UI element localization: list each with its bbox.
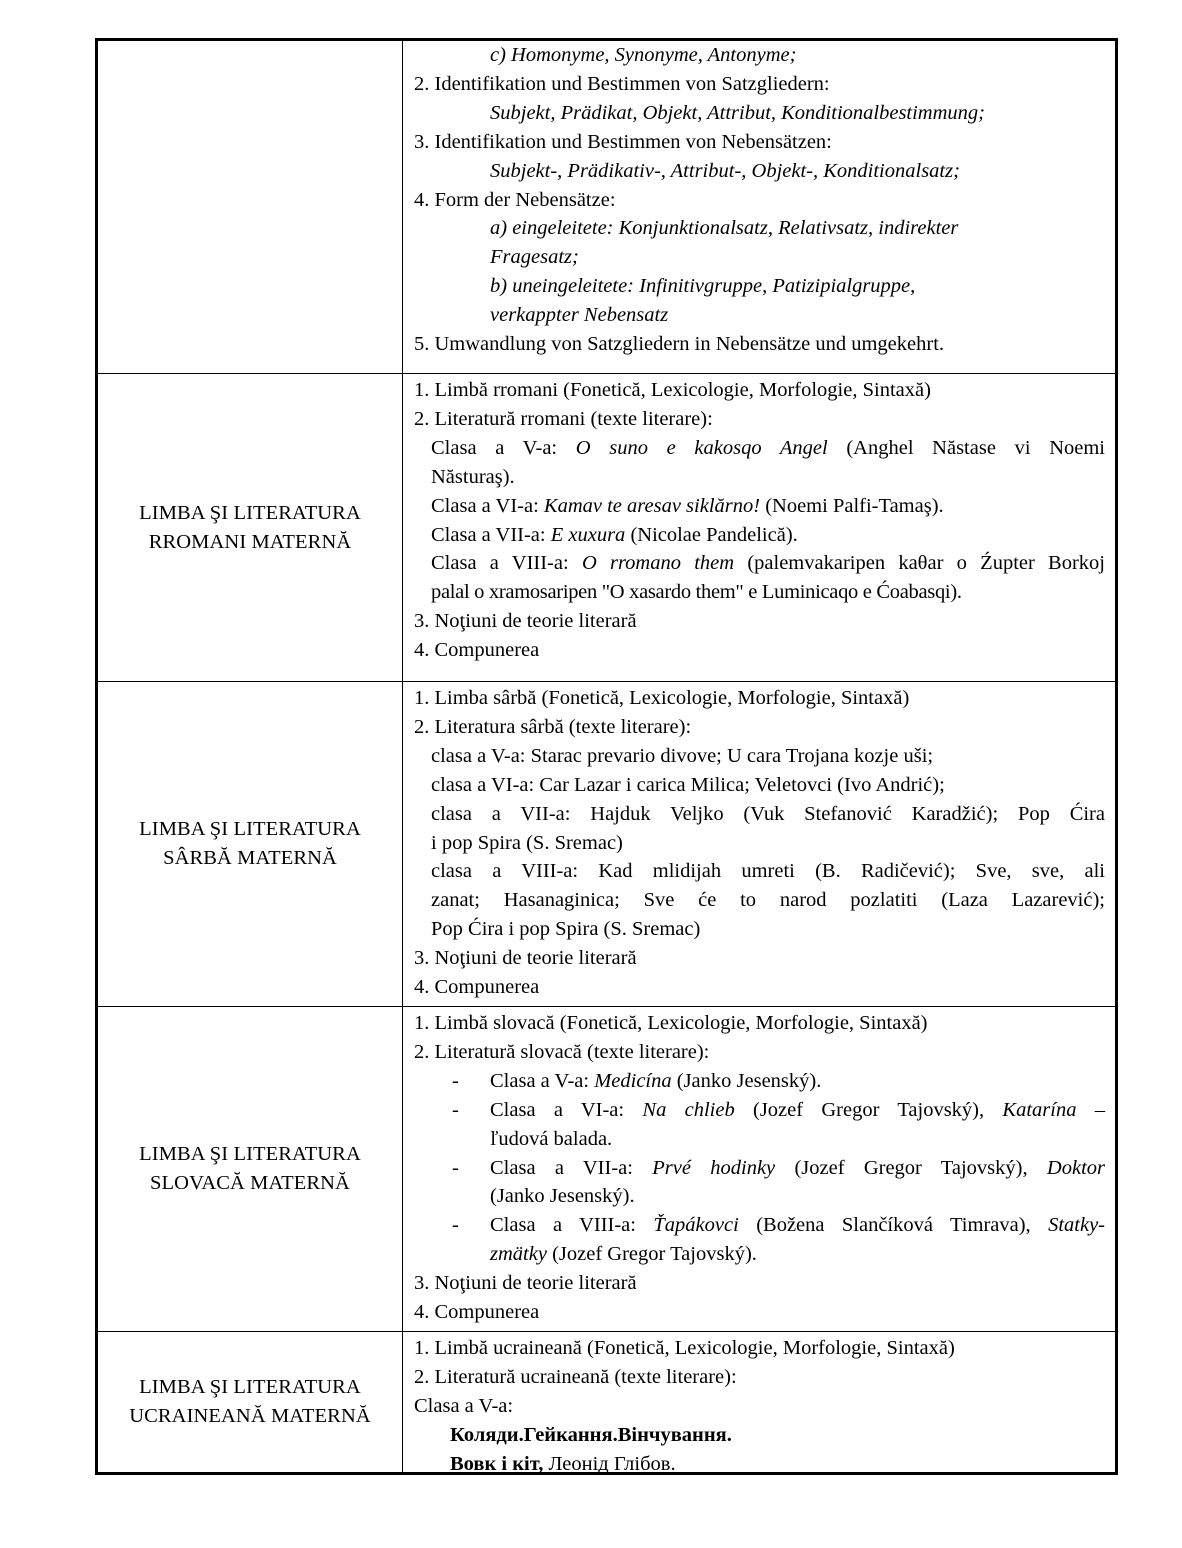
content-line: Clasa a VI-a: Kamav te aresav siklărno! (Noemi Palfi-Tamaş). bbox=[431, 494, 944, 517]
content-line: 5. Umwandlung von Satzgliedern in Nebensätze und umgekehrt. bbox=[414, 333, 945, 356]
dash-bullet: - bbox=[452, 1069, 459, 1092]
subject-title-line: UCRAINEANĂ MATERNĂ bbox=[129, 1405, 371, 1427]
content-line: clasa a VIII-a: Kad mlidijah umreti (B. Radičević); Sve, sve, ali bbox=[431, 860, 1105, 883]
subject-title-line: LIMBA ŞI LITERATURA bbox=[139, 818, 361, 840]
content-line: Clasa a V-a: O suno e kakosqo Angel (Anghel Năstase vi Noemi bbox=[431, 436, 1105, 459]
subject-cell-ucraineana bbox=[98, 1332, 403, 1472]
table-row-ucraineana bbox=[98, 1331, 1115, 1475]
content-line: 2. Identifikation und Bestimmen von Satzgliedern: bbox=[414, 72, 830, 95]
content-line: Clasa a V-a: bbox=[414, 1394, 514, 1417]
list-item bbox=[414, 1154, 1105, 1183]
content-line: 4. Compunerea bbox=[414, 1301, 540, 1324]
content-line: 2. Literatură ucraineană (texte literare): bbox=[414, 1365, 737, 1388]
content-cell-ucraineana bbox=[403, 1332, 1115, 1475]
subject-title-line: LIMBA ŞI LITERATURA bbox=[139, 1143, 361, 1165]
content-line: i pop Spira (S. Sremac) bbox=[431, 831, 623, 854]
content-line: 1. Limbă slovacă (Fonetică, Lexicologie, Morfologie, Sintaxă) bbox=[414, 1012, 928, 1034]
content-line: Clasa a VIII-a: Ťapákovci (Božena Slančíková Timrava), Statky- bbox=[490, 1214, 1106, 1237]
dash-bullet: - bbox=[452, 1214, 459, 1237]
table-row-sarba bbox=[98, 681, 1115, 1006]
content-line: clasa a VII-a: Hajduk Veljko (Vuk Stefanović Karadžić); Pop Ćira bbox=[431, 802, 1105, 825]
content-line: c) Homonyme, Synonyme, Antonyme; bbox=[490, 44, 797, 66]
content-line: zanat; Hasanaginica; Sve će to narod pozlatiti (Laza Lazarević); bbox=[431, 889, 1105, 912]
table-row-slovaca bbox=[98, 1006, 1115, 1331]
content-cell-rromani bbox=[403, 374, 1115, 681]
curriculum-table bbox=[95, 38, 1118, 1475]
list-item bbox=[414, 1067, 1105, 1096]
subject-title-line: LIMBA ŞI LITERATURA bbox=[139, 1376, 361, 1398]
content-line: zmätky (Jozef Gregor Tajovský). bbox=[490, 1243, 757, 1266]
content-line: 3. Noţiuni de teorie literară bbox=[414, 610, 637, 633]
subject-title-line: LIMBA ŞI LITERATURA bbox=[139, 501, 361, 524]
content-line: Fragesatz; bbox=[490, 246, 579, 269]
list-item bbox=[414, 1096, 1105, 1125]
content-line: 4. Compunerea bbox=[414, 976, 540, 999]
subject-title-line: RROMANI MATERNĂ bbox=[148, 530, 352, 553]
content-line: 3. Identifikation und Bestimmen von Nebensätzen: bbox=[414, 130, 832, 153]
content-line: clasa a VI-a: Car Lazar i carica Milica; Veletovci (Ivo Andrić); bbox=[431, 773, 945, 796]
content-cell-slovaca bbox=[403, 1007, 1115, 1331]
content-line: Subjekt-, Prädikativ-, Attribut-, Objekt-, Konditionalsatz; bbox=[490, 159, 960, 182]
subject-cell-slovaca bbox=[98, 1007, 403, 1331]
subject-title-line: SLOVACĂ MATERNĂ bbox=[150, 1172, 350, 1194]
subject-cell-empty bbox=[98, 41, 403, 373]
content-line: b) uneingeleitete: Infinitivgruppe, Patizipialgruppe, bbox=[490, 275, 916, 298]
subject-cell-rromani bbox=[98, 374, 403, 681]
content-line: Clasa a VII-a: Prvé hodinky (Jozef Gregor Tajovský), Doktor bbox=[490, 1156, 1105, 1179]
subject-cell-sarba bbox=[98, 682, 403, 1006]
content-line: Pop Ćira i pop Spira (S. Sremac) bbox=[431, 918, 701, 941]
content-line: clasa a V-a: Starac prevario divove; U cara Trojana kozje uši; bbox=[431, 744, 934, 767]
content-line: 1. Limba sârbă (Fonetică, Lexicologie, Morfologie, Sintaxă) bbox=[414, 687, 910, 709]
content-line: 2. Literatură rromani (texte literare): bbox=[414, 407, 713, 430]
content-line: 1. Limbă rromani (Fonetică, Lexicologie, Morfologie, Sintaxă) bbox=[414, 379, 931, 401]
table-row-rromani bbox=[98, 373, 1115, 681]
content-line: ľudová balada. bbox=[490, 1127, 613, 1150]
content-line: (Janko Jesenský). bbox=[490, 1185, 635, 1208]
content-line: 1. Limbă ucraineană (Fonetică, Lexicologie, Morfologie, Sintaxă) bbox=[414, 1337, 955, 1359]
subject-title-line: SÂRBĂ MATERNĂ bbox=[163, 847, 337, 869]
content-line: palal o xramosaripen "O xasardo them" e Luminicaqo e Ćoabasqi). bbox=[431, 581, 962, 604]
content-line: 4. Form der Nebensätze: bbox=[414, 188, 616, 211]
content-line: 3. Noţiuni de teorie literară bbox=[414, 947, 637, 970]
content-line: verkappter Nebensatz bbox=[490, 304, 669, 327]
content-cell-sarba bbox=[403, 682, 1115, 1006]
content-line: Năsturaş). bbox=[431, 465, 515, 488]
table-row-german-continued bbox=[98, 41, 1115, 373]
content-line: Вовк і кіт, Леонід Глібов. bbox=[450, 1452, 676, 1475]
content-line: Subjekt, Prädikat, Objekt, Attribut, Konditionalbestimmung; bbox=[490, 101, 985, 124]
content-line: 3. Noţiuni de teorie literară bbox=[414, 1272, 637, 1295]
dash-bullet: - bbox=[452, 1098, 459, 1121]
content-line: Clasa a V-a: Medicína (Janko Jesenský). bbox=[490, 1069, 822, 1092]
content-line: Коляди.Гейкання.Вінчування. bbox=[450, 1423, 732, 1446]
content-line: 2. Literatură slovacă (texte literare): bbox=[414, 1040, 710, 1063]
content-line: 4. Compunerea bbox=[414, 639, 540, 662]
content-line: Clasa a VI-a: Na chlieb (Jozef Gregor Tajovský), Katarína – bbox=[490, 1098, 1106, 1121]
content-line: 2. Literatura sârbă (texte literare): bbox=[414, 715, 692, 738]
content-line: a) eingeleitete: Konjunktionalsatz, Relativsatz, indirekter bbox=[490, 217, 959, 240]
content-line: Clasa a VIII-a: O rromano them (palemvakaripen kaθar o Źupter Borkoj bbox=[431, 552, 1106, 575]
list-item bbox=[414, 1211, 1105, 1240]
content-cell-german bbox=[403, 41, 1115, 373]
content-line: Clasa a VII-a: E xuxura (Nicolae Pandelică). bbox=[431, 523, 798, 546]
dash-bullet: - bbox=[452, 1156, 459, 1179]
